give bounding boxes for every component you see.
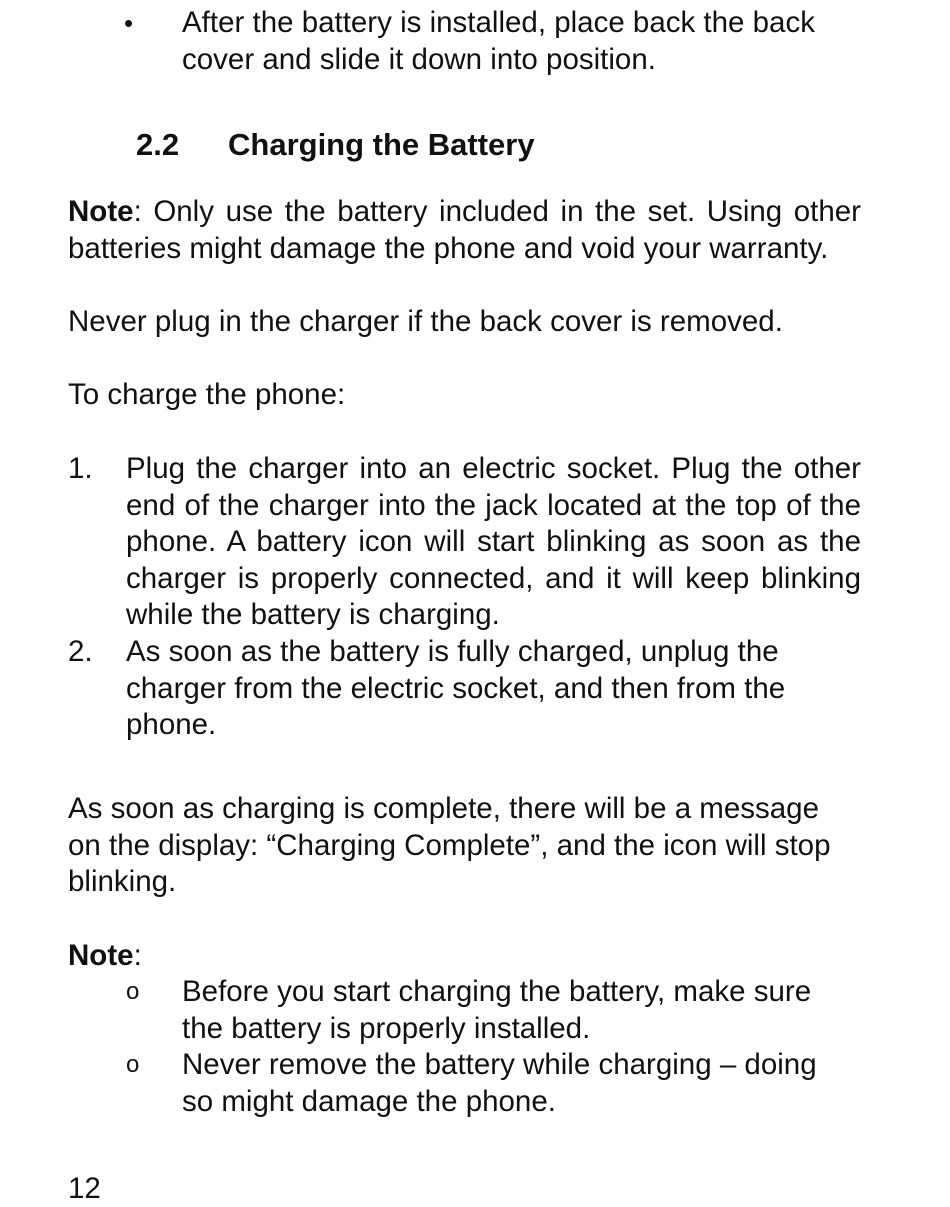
list-item-text: Before you start charging the battery, make sure the battery is properly installed. — [182, 975, 812, 1045]
section-heading — [136, 127, 535, 163]
section-title: Charging the Battery — [228, 127, 535, 162]
step-number: 2. — [68, 635, 93, 668]
bullet-text: After the battery is installed, place back the back cover and slide it down into position. — [182, 6, 815, 76]
completion-paragraph: As soon as charging is complete, there will be a message on the display: “Charging Complete”, and the icon will stop blinking. — [68, 792, 831, 899]
list-item-text: Never remove the battery while charging – doing so might damage the phone. — [182, 1048, 817, 1118]
note-label: Note — [68, 939, 134, 972]
numbered-step — [68, 451, 861, 634]
numbered-step — [68, 634, 861, 744]
list-item — [68, 1047, 861, 1120]
list-item — [68, 5, 861, 78]
note-heading — [68, 938, 861, 975]
section-number: 2.2 — [136, 127, 180, 162]
step-number: 1. — [68, 452, 93, 485]
list-item — [68, 974, 861, 1047]
bullet-marker: • — [124, 8, 134, 38]
circle-bullet: o — [126, 978, 140, 1005]
step-text: As soon as the battery is fully charged, unplug the charger from the electric socket, and then from the phone. — [126, 635, 786, 742]
warning-paragraph: Never plug in the charger if the back cover is removed. — [68, 305, 783, 338]
note-label: Note — [68, 195, 134, 228]
note-text: : Only use the battery included in the set. Using other batteries might damage the phone and void your warranty. — [68, 195, 861, 265]
page-number: 12 — [68, 1172, 101, 1205]
note-suffix: : — [133, 939, 142, 972]
instructions-intro: To charge the phone: — [68, 378, 346, 411]
note-paragraph — [68, 194, 861, 267]
circle-bullet: o — [126, 1051, 140, 1078]
step-text: Plug the charger into an electric socket. Plug the other end of the charger into the jack located at the top of the phone. A battery icon will start blinking as soon as the charger is properly connected, and it will keep blinking while the battery is charging. — [126, 452, 861, 632]
